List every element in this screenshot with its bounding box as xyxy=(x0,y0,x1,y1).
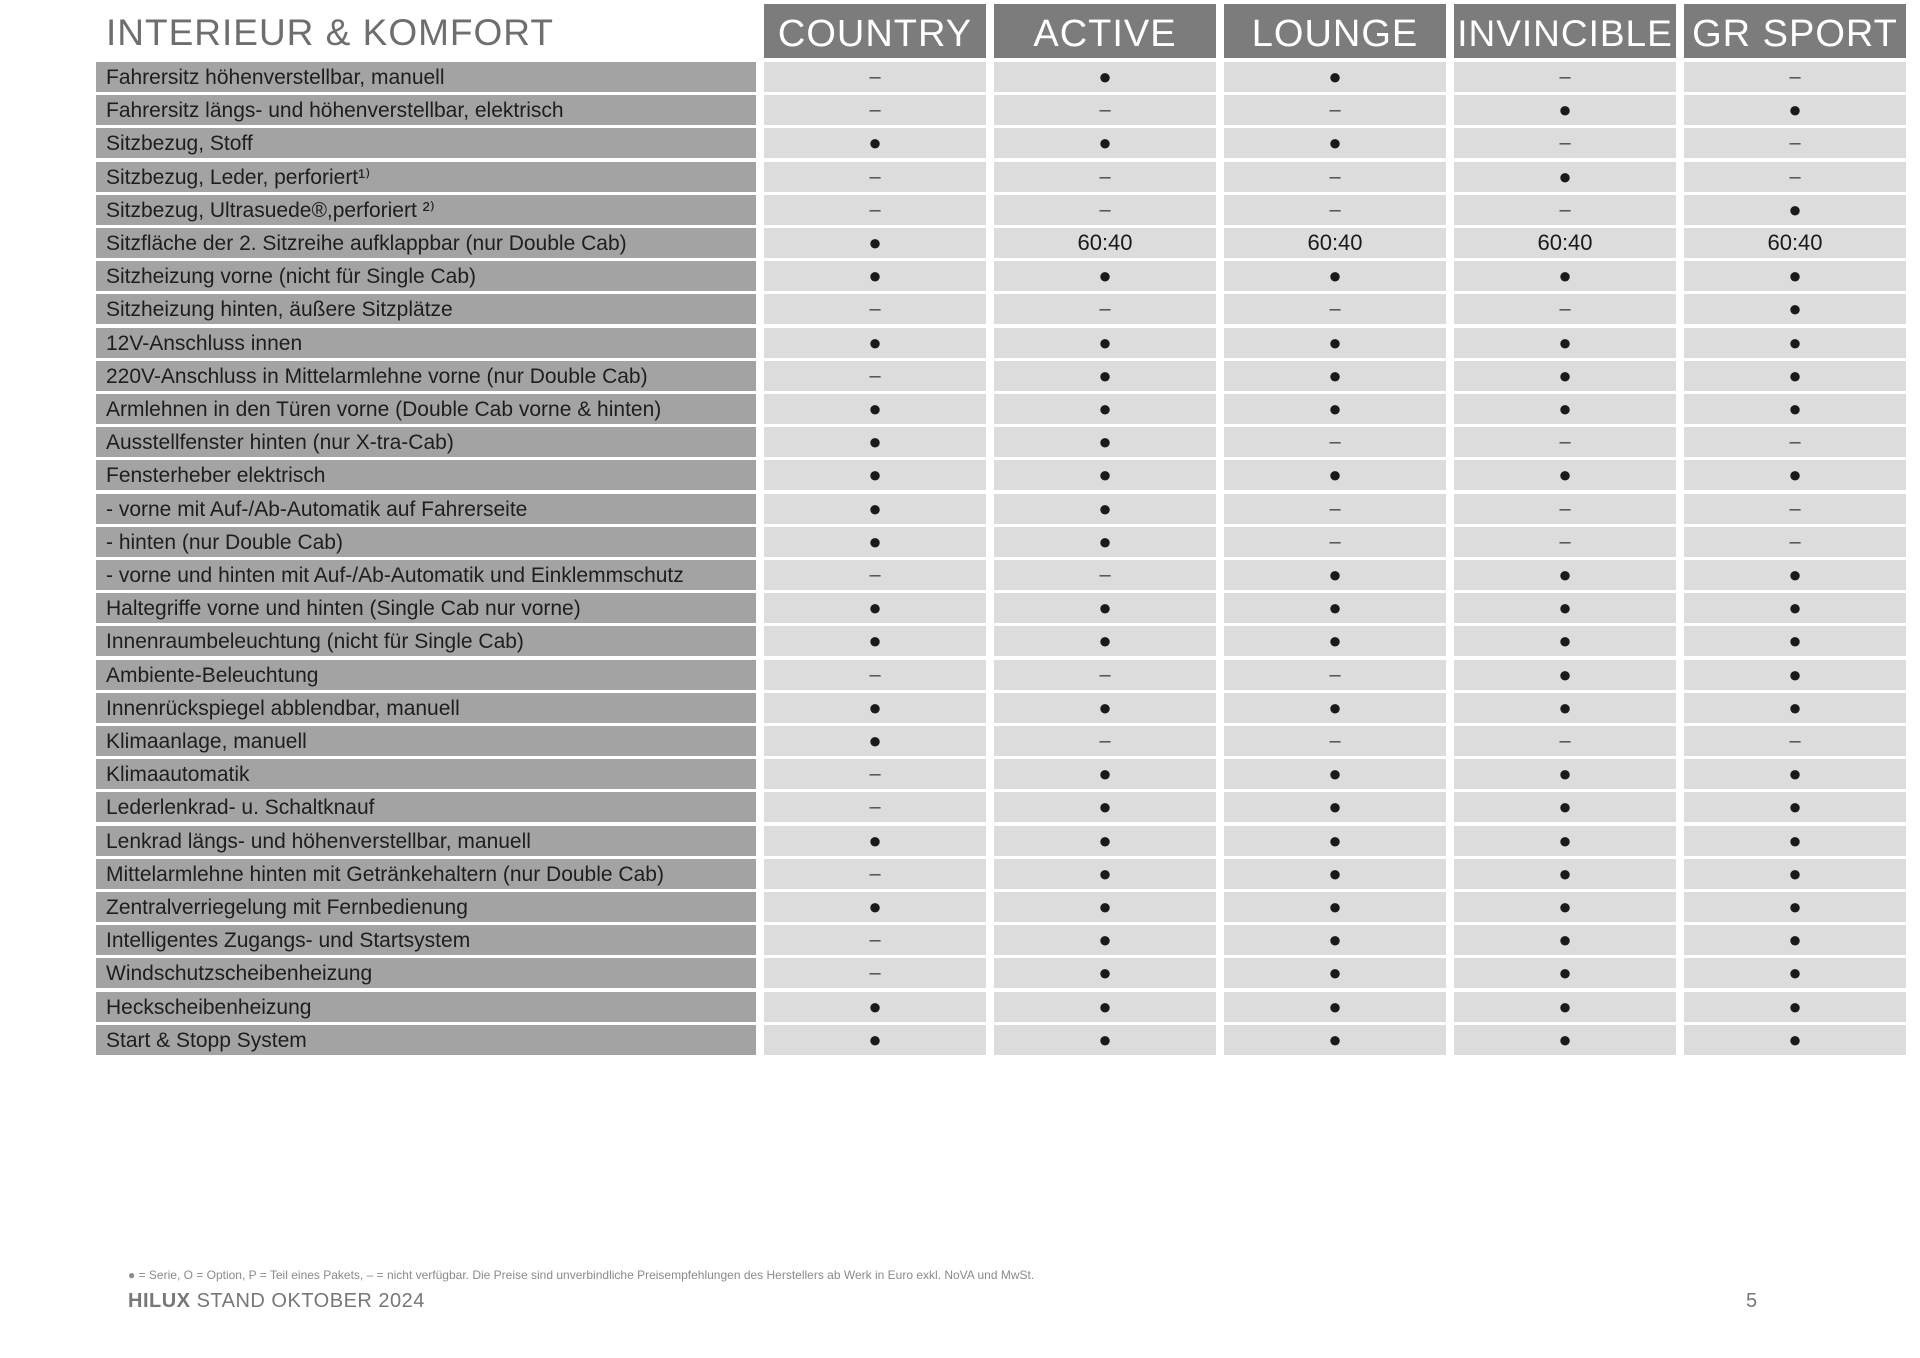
feature-value-cell: – xyxy=(1454,62,1676,92)
table-row xyxy=(0,261,1920,291)
feature-value-cell: ● xyxy=(1684,460,1906,490)
feature-value-cell: ● xyxy=(1224,460,1446,490)
table-row xyxy=(0,494,1920,524)
feature-label: Sitzbezug, Ultrasuede®,perforiert ²⁾ xyxy=(96,195,756,225)
feature-label: Mittelarmlehne hinten mit Getränkehaltern (nur Double Cab) xyxy=(96,859,756,889)
feature-value-cell: ● xyxy=(1684,261,1906,291)
feature-value-cell: – xyxy=(1454,427,1676,457)
feature-value-cell: – xyxy=(1224,95,1446,125)
feature-value-cell: ● xyxy=(994,328,1216,358)
feature-label: Start & Stopp System xyxy=(96,1025,756,1055)
feature-value-cell: ● xyxy=(994,792,1216,822)
table-row xyxy=(0,958,1920,988)
table-row xyxy=(0,859,1920,889)
feature-value-cell: ● xyxy=(994,1025,1216,1055)
feature-value-cell: – xyxy=(764,859,986,889)
feature-label: Lenkrad längs- und höhenverstellbar, manuell xyxy=(96,826,756,856)
feature-value-cell: ● xyxy=(1454,792,1676,822)
feature-value-cell: ● xyxy=(1684,992,1906,1022)
feature-label: Fahrersitz höhenverstellbar, manuell xyxy=(96,62,756,92)
feature-label: Sitzfläche der 2. Sitzreihe aufklappbar (nur Double Cab) xyxy=(96,228,756,258)
section-title: INTERIEUR & KOMFORT xyxy=(106,12,554,53)
feature-value-cell: – xyxy=(994,294,1216,324)
footer-date: STAND OKTOBER 2024 xyxy=(196,1290,425,1312)
feature-value-cell: – xyxy=(1224,494,1446,524)
table-row xyxy=(0,128,1920,158)
feature-value-cell: – xyxy=(994,560,1216,590)
feature-value-cell: ● xyxy=(1454,660,1676,690)
feature-value-cell: – xyxy=(994,162,1216,192)
feature-label: Ambiente-Beleuchtung xyxy=(96,660,756,690)
feature-value-cell: 60:40 xyxy=(994,228,1216,258)
feature-value-cell: ● xyxy=(1454,958,1676,988)
feature-value-cell: ● xyxy=(1224,992,1446,1022)
feature-value-cell: – xyxy=(764,361,986,391)
feature-value-cell: ● xyxy=(1224,261,1446,291)
feature-value-cell: ● xyxy=(994,693,1216,723)
table-row xyxy=(0,560,1920,590)
column-header-invincible: INVINCIBLE xyxy=(1454,4,1676,58)
feature-value-cell: ● xyxy=(1224,62,1446,92)
feature-value-cell: ● xyxy=(1454,162,1676,192)
feature-value-cell: ● xyxy=(764,460,986,490)
feature-value-cell: ● xyxy=(764,593,986,623)
table-row xyxy=(0,759,1920,789)
feature-value-cell: ● xyxy=(1454,560,1676,590)
feature-value-cell: ● xyxy=(1224,859,1446,889)
feature-value-cell: – xyxy=(1454,195,1676,225)
feature-value-cell: ● xyxy=(1454,394,1676,424)
table-row xyxy=(0,62,1920,92)
feature-value-cell: – xyxy=(994,726,1216,756)
feature-value-cell: – xyxy=(1454,128,1676,158)
feature-label: Fahrersitz längs- und höhenverstellbar, elektrisch xyxy=(96,95,756,125)
feature-value-cell: ● xyxy=(1224,361,1446,391)
table-row xyxy=(0,792,1920,822)
feature-value-cell: – xyxy=(1684,527,1906,557)
feature-value-cell: – xyxy=(1224,294,1446,324)
feature-label: Windschutzscheibenheizung xyxy=(96,958,756,988)
feature-value-cell: ● xyxy=(994,427,1216,457)
table-row xyxy=(0,162,1920,192)
feature-value-cell: ● xyxy=(994,593,1216,623)
feature-value-cell: ● xyxy=(764,494,986,524)
feature-value-cell: – xyxy=(1224,195,1446,225)
feature-value-cell: ● xyxy=(1224,759,1446,789)
table-row xyxy=(0,660,1920,690)
feature-value-cell: ● xyxy=(1454,992,1676,1022)
feature-value-cell: 60:40 xyxy=(1224,228,1446,258)
feature-label: - hinten (nur Double Cab) xyxy=(96,527,756,557)
feature-value-cell: ● xyxy=(1684,792,1906,822)
feature-value-cell: – xyxy=(764,95,986,125)
table-row xyxy=(0,427,1920,457)
feature-value-cell: – xyxy=(764,792,986,822)
feature-value-cell: – xyxy=(1684,162,1906,192)
feature-value-cell: ● xyxy=(1684,95,1906,125)
feature-value-cell: – xyxy=(1454,294,1676,324)
feature-label: - vorne mit Auf-/Ab-Automatik auf Fahrerseite xyxy=(96,494,756,524)
feature-label: Sitzbezug, Leder, perforiert¹⁾ xyxy=(96,162,756,192)
feature-label: Sitzheizung hinten, äußere Sitzplätze xyxy=(96,294,756,324)
feature-value-cell: ● xyxy=(1684,626,1906,656)
feature-value-cell: ● xyxy=(994,826,1216,856)
feature-value-cell: ● xyxy=(994,925,1216,955)
feature-value-cell: ● xyxy=(1224,925,1446,955)
feature-value-cell: – xyxy=(1454,527,1676,557)
table-row xyxy=(0,95,1920,125)
feature-value-cell: ● xyxy=(1684,925,1906,955)
feature-label: Heckscheibenheizung xyxy=(96,992,756,1022)
table-row xyxy=(0,361,1920,391)
feature-value-cell: – xyxy=(1454,494,1676,524)
feature-value-cell: ● xyxy=(1684,660,1906,690)
feature-value-cell: ● xyxy=(764,328,986,358)
feature-value-cell: ● xyxy=(1684,195,1906,225)
feature-label: Zentralverriegelung mit Fernbedienung xyxy=(96,892,756,922)
feature-value-cell: – xyxy=(994,195,1216,225)
feature-value-cell: ● xyxy=(1684,826,1906,856)
feature-value-cell: ● xyxy=(1224,826,1446,856)
feature-label: Sitzheizung vorne (nicht für Single Cab) xyxy=(96,261,756,291)
feature-value-cell: ● xyxy=(1684,328,1906,358)
column-header-country: COUNTRY xyxy=(764,4,986,58)
feature-value-cell: ● xyxy=(1224,693,1446,723)
feature-value-cell: ● xyxy=(1224,626,1446,656)
table-row xyxy=(0,394,1920,424)
feature-value-cell: ● xyxy=(994,460,1216,490)
footer-brand: HILUX xyxy=(128,1290,191,1312)
table-row xyxy=(0,626,1920,656)
feature-value-cell: 60:40 xyxy=(1454,228,1676,258)
feature-value-cell: – xyxy=(764,560,986,590)
feature-value-cell: – xyxy=(1224,162,1446,192)
feature-value-cell: – xyxy=(764,294,986,324)
feature-label: Fensterheber elektrisch xyxy=(96,460,756,490)
feature-value-cell: ● xyxy=(1454,859,1676,889)
feature-value-cell: ● xyxy=(1224,892,1446,922)
table-row xyxy=(0,527,1920,557)
column-header-active: ACTIVE xyxy=(994,4,1216,58)
feature-value-cell: ● xyxy=(994,261,1216,291)
legend-footnote: ● = Serie, O = Option, P = Teil eines Pakets, – = nicht verfügbar. Die Preise sind unverbindliche Preisempfehlungen des Herstellers ab Werk in Euro exkl. NoVA und MwSt. xyxy=(128,1268,1035,1282)
feature-value-cell: ● xyxy=(764,992,986,1022)
feature-value-cell: ● xyxy=(1684,560,1906,590)
feature-value-cell: ● xyxy=(1454,626,1676,656)
feature-value-cell: – xyxy=(1224,527,1446,557)
feature-value-cell: ● xyxy=(764,128,986,158)
table-row xyxy=(0,693,1920,723)
feature-value-cell: ● xyxy=(1454,759,1676,789)
feature-value-cell: ● xyxy=(1224,328,1446,358)
feature-value-cell: ● xyxy=(764,228,986,258)
footer-stand xyxy=(128,1290,425,1313)
table-row xyxy=(0,228,1920,258)
feature-value-cell: ● xyxy=(764,626,986,656)
table-row xyxy=(0,992,1920,1022)
feature-value-cell: ● xyxy=(1454,261,1676,291)
feature-label: Innenrückspiegel abblendbar, manuell xyxy=(96,693,756,723)
column-header-lounge: LOUNGE xyxy=(1224,4,1446,58)
feature-value-cell: ● xyxy=(994,527,1216,557)
feature-value-cell: – xyxy=(1684,62,1906,92)
feature-value-cell: – xyxy=(1684,494,1906,524)
feature-value-cell: ● xyxy=(994,759,1216,789)
feature-value-cell: ● xyxy=(1684,361,1906,391)
feature-value-cell: ● xyxy=(764,826,986,856)
feature-label: Ausstellfenster hinten (nur X-tra-Cab) xyxy=(96,427,756,457)
feature-value-cell: – xyxy=(764,925,986,955)
feature-value-cell: – xyxy=(1684,128,1906,158)
feature-label: Sitzbezug, Stoff xyxy=(96,128,756,158)
column-header-gr-sport: GR SPORT xyxy=(1684,4,1906,58)
feature-value-cell: ● xyxy=(1224,1025,1446,1055)
feature-value-cell: ● xyxy=(764,527,986,557)
table-row xyxy=(0,460,1920,490)
feature-value-cell: ● xyxy=(994,958,1216,988)
feature-value-cell: – xyxy=(764,195,986,225)
feature-value-cell: 60:40 xyxy=(1684,228,1906,258)
feature-value-cell: – xyxy=(1224,726,1446,756)
feature-value-cell: ● xyxy=(1684,693,1906,723)
feature-value-cell: ● xyxy=(994,626,1216,656)
feature-value-cell: ● xyxy=(1454,925,1676,955)
feature-label: Haltegriffe vorne und hinten (Single Cab nur vorne) xyxy=(96,593,756,623)
table-row xyxy=(0,593,1920,623)
feature-label: Lederlenkrad- u. Schaltknauf xyxy=(96,792,756,822)
feature-value-cell: ● xyxy=(1454,826,1676,856)
feature-value-cell: ● xyxy=(1684,958,1906,988)
page-number: 5 xyxy=(1746,1290,1758,1312)
feature-value-cell: ● xyxy=(994,494,1216,524)
feature-label: Innenraumbeleuchtung (nicht für Single Cab) xyxy=(96,626,756,656)
feature-value-cell: – xyxy=(994,95,1216,125)
feature-value-cell: ● xyxy=(994,394,1216,424)
feature-value-cell: ● xyxy=(994,128,1216,158)
table-row xyxy=(0,195,1920,225)
feature-label: 220V-Anschluss in Mittelarmlehne vorne (nur Double Cab) xyxy=(96,361,756,391)
feature-label: Armlehnen in den Türen vorne (Double Cab vorne & hinten) xyxy=(96,394,756,424)
feature-value-cell: ● xyxy=(1454,460,1676,490)
feature-value-cell: ● xyxy=(1684,394,1906,424)
feature-value-cell: ● xyxy=(1684,1025,1906,1055)
feature-value-cell: ● xyxy=(1224,394,1446,424)
feature-value-cell: ● xyxy=(764,394,986,424)
feature-value-cell: ● xyxy=(764,892,986,922)
feature-value-cell: ● xyxy=(764,726,986,756)
table-row xyxy=(0,294,1920,324)
feature-value-cell: – xyxy=(764,162,986,192)
feature-value-cell: ● xyxy=(994,892,1216,922)
feature-value-cell: ● xyxy=(764,693,986,723)
feature-value-cell: ● xyxy=(1684,759,1906,789)
feature-value-cell: ● xyxy=(1454,1025,1676,1055)
feature-label: Klimaanlage, manuell xyxy=(96,726,756,756)
table-row xyxy=(0,892,1920,922)
table-row xyxy=(0,1025,1920,1055)
feature-value-cell: ● xyxy=(1224,560,1446,590)
feature-value-cell: ● xyxy=(1454,593,1676,623)
feature-value-cell: – xyxy=(764,62,986,92)
feature-value-cell: ● xyxy=(764,261,986,291)
feature-value-cell: ● xyxy=(1684,294,1906,324)
feature-value-cell: ● xyxy=(994,992,1216,1022)
feature-value-cell: ● xyxy=(1454,328,1676,358)
feature-value-cell: ● xyxy=(994,361,1216,391)
feature-value-cell: ● xyxy=(1684,593,1906,623)
feature-value-cell: ● xyxy=(1684,892,1906,922)
feature-value-cell: ● xyxy=(764,1025,986,1055)
feature-value-cell: – xyxy=(764,759,986,789)
feature-value-cell: ● xyxy=(1454,95,1676,125)
feature-value-cell: – xyxy=(994,660,1216,690)
table-row xyxy=(0,328,1920,358)
table-row xyxy=(0,826,1920,856)
feature-value-cell: – xyxy=(1684,726,1906,756)
feature-value-cell: ● xyxy=(1224,792,1446,822)
feature-value-cell: ● xyxy=(1454,892,1676,922)
feature-value-cell: – xyxy=(764,958,986,988)
feature-value-cell: – xyxy=(1224,660,1446,690)
feature-value-cell: ● xyxy=(1224,128,1446,158)
feature-value-cell: ● xyxy=(1224,593,1446,623)
feature-label: Intelligentes Zugangs- und Startsystem xyxy=(96,925,756,955)
feature-value-cell: ● xyxy=(1224,958,1446,988)
feature-value-cell: – xyxy=(764,660,986,690)
table-row xyxy=(0,925,1920,955)
feature-label: - vorne und hinten mit Auf-/Ab-Automatik und Einklemmschutz xyxy=(96,560,756,590)
table-row xyxy=(0,726,1920,756)
feature-value-cell: ● xyxy=(1454,693,1676,723)
feature-value-cell: ● xyxy=(764,427,986,457)
feature-value-cell: – xyxy=(1454,726,1676,756)
feature-label: Klimaautomatik xyxy=(96,759,756,789)
feature-value-cell: – xyxy=(1684,427,1906,457)
feature-value-cell: ● xyxy=(1684,859,1906,889)
feature-value-cell: ● xyxy=(994,62,1216,92)
feature-value-cell: – xyxy=(1224,427,1446,457)
feature-value-cell: ● xyxy=(994,859,1216,889)
feature-value-cell: ● xyxy=(1454,361,1676,391)
feature-label: 12V-Anschluss innen xyxy=(96,328,756,358)
